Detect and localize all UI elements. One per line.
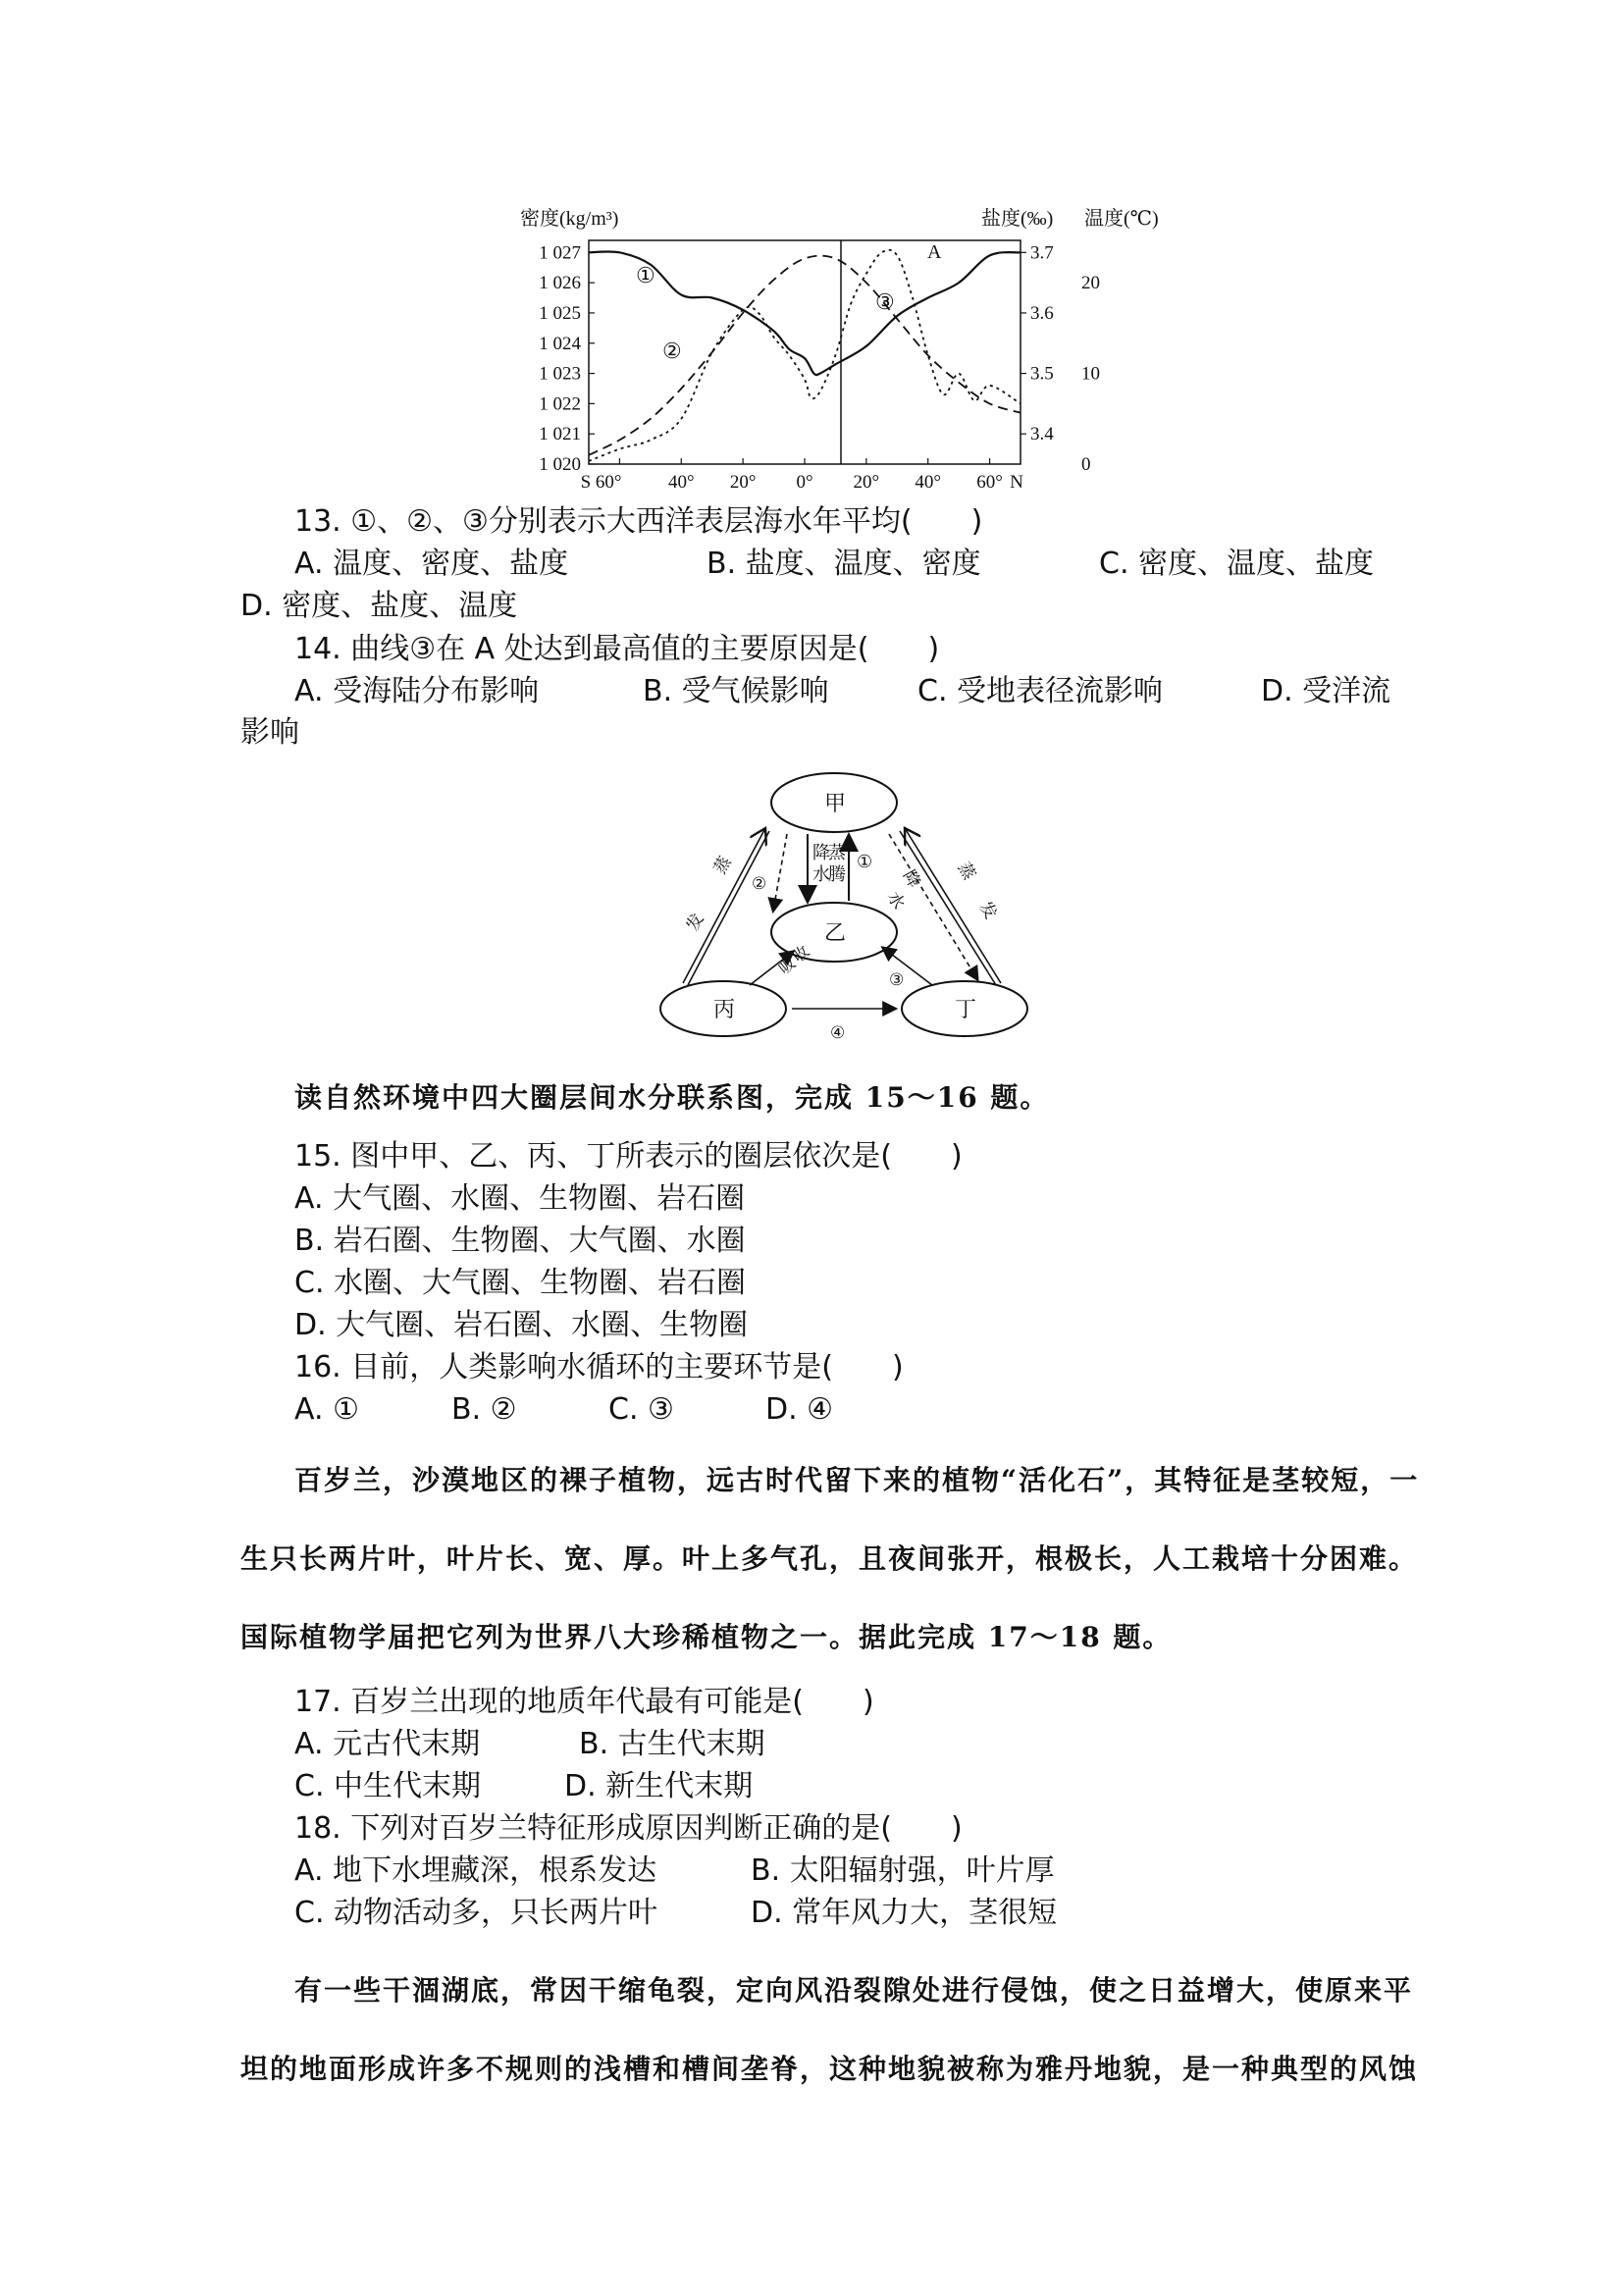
q14-option-a[interactable]: A. 受海陆分布影响: [294, 674, 540, 708]
q17-option-a[interactable]: A. 元古代末期: [294, 1727, 481, 1761]
temperature-tick-label: 20: [1081, 273, 1100, 294]
q17-option-c[interactable]: C. 中生代末期: [294, 1769, 482, 1803]
atlantic-surface-chart: [510, 201, 1178, 496]
x-tick-label: 0°: [796, 472, 813, 493]
q14-option-c[interactable]: C. 受地表径流影响: [917, 674, 1164, 708]
circled-4: ④: [830, 1023, 846, 1040]
x-tick-label: 40°: [667, 472, 695, 493]
left-tick-label: 1 024: [539, 333, 581, 354]
water-cycle-diagram: [648, 765, 1040, 1040]
q13-option-d[interactable]: D. 密度、盐度、温度: [240, 589, 518, 623]
q17-option-d[interactable]: D. 新生代末期: [564, 1769, 754, 1803]
q17-stem: 17. 百岁兰出现的地质年代最有可能是( ): [294, 1685, 874, 1719]
q16-stem: 16. 目前，人类影响水循环的主要环节是( ): [294, 1350, 904, 1384]
lower-left-char-2: 收: [790, 943, 813, 966]
circled-3: ③: [889, 970, 905, 989]
circled-1: ①: [857, 852, 873, 871]
right-outer-char-2: 发: [975, 898, 1001, 922]
node-ding: 丁: [955, 997, 977, 1021]
q13-option-c[interactable]: C. 密度、温度、盐度: [1099, 547, 1375, 581]
left-tick-label: 1 026: [539, 273, 581, 294]
node-yi: 乙: [824, 920, 847, 945]
lower-left-char-1: 吸: [776, 955, 800, 978]
q14-option-b[interactable]: B. 受气候影响: [643, 674, 829, 708]
para17-line1: 百岁兰，沙漠地区的裸子植物，远古时代留下来的植物“活化石”，其特征是茎较短，一: [294, 1464, 1420, 1496]
temperature-axis-label: 温度(℃): [1084, 208, 1159, 230]
q18-option-b[interactable]: B. 太阳辐射强，叶片厚: [751, 1853, 1055, 1888]
mid-left-char-2: 水: [812, 864, 830, 884]
q15-option-b[interactable]: B. 岩石圈、生物圈、大气圈、水圈: [294, 1224, 746, 1258]
node-bing: 丙: [713, 997, 736, 1021]
x-tick-label: 60°: [976, 472, 1003, 493]
right-inner-char-1: 降: [899, 866, 924, 891]
q14-stem: 14. 曲线③在 A 处达到最高值的主要原因是( ): [294, 632, 940, 666]
left-tick-label: 1 022: [539, 393, 581, 415]
series-label-3: ③: [875, 289, 895, 314]
q13-stem: 13. ①、②、③分别表示大西洋表层海水年平均( ): [294, 504, 983, 539]
salinity-tick-label: 3.4: [1030, 424, 1054, 445]
mid-right-char-1: 蒸: [828, 843, 846, 862]
x-tick-label: 20°: [853, 472, 880, 493]
series-label-1: ①: [636, 263, 655, 287]
q18-stem: 18. 下列对百岁兰特征形成原因判断正确的是( ): [294, 1811, 963, 1846]
salinity-tick-label: 3.5: [1030, 363, 1054, 385]
left-evap-arrow-a: [683, 828, 765, 983]
left-dashed-arrow: [773, 834, 787, 911]
left-tick-label: 1 025: [539, 302, 581, 324]
temperature-tick-label: 0: [1081, 454, 1091, 475]
q16-option-d[interactable]: D. ④: [765, 1392, 834, 1427]
salinity-tick-label: 3.6: [1030, 302, 1054, 324]
left-tick-label: 1 021: [539, 424, 581, 445]
q16-option-a[interactable]: A. ①: [294, 1392, 359, 1427]
q16-option-c[interactable]: C. ③: [608, 1392, 674, 1427]
q18-option-c[interactable]: C. 动物活动多，只长两片叶: [294, 1896, 658, 1930]
q17-option-b[interactable]: B. 古生代末期: [579, 1727, 765, 1761]
q18-option-d[interactable]: D. 常年风力大，茎很短: [751, 1896, 1058, 1930]
left-tick-label: 1 027: [539, 242, 581, 264]
x-tick-label: 40°: [915, 472, 942, 493]
node-jia: 甲: [824, 791, 847, 815]
x-tick-label: N: [1010, 472, 1023, 493]
salinity-tick-label: 3.7: [1030, 242, 1054, 264]
q18-option-a[interactable]: A. 地下水埋藏深，根系发达: [294, 1853, 657, 1888]
q15-option-a[interactable]: A. 大气圈、水圈、生物圈、岩石圈: [294, 1181, 746, 1216]
q14-option-d-cont: 影响: [240, 715, 299, 750]
para17-line3: 国际植物学届把它列为世界八大珍稀植物之一。据此完成 17～18 题。: [240, 1621, 1173, 1653]
circled-2: ②: [752, 874, 767, 893]
q16-option-b[interactable]: B. ②: [451, 1392, 517, 1427]
temperature-tick-label: 10: [1081, 363, 1100, 385]
mid-right-char-2: 腾: [828, 864, 846, 884]
annotation-A: A: [927, 241, 942, 263]
left-tick-label: 1 020: [539, 454, 581, 475]
left-outer-char-1: 蒸: [709, 853, 735, 877]
right-inner-char-2: 水: [883, 888, 909, 913]
intro-15-16: 读自然环境中四大圈层间水分联系图，完成 15～16 题。: [294, 1081, 1050, 1114]
salinity-axis-label: 盐度(‰): [981, 208, 1054, 230]
q15-option-d[interactable]: D. 大气圈、岩石圈、水圈、生物圈: [294, 1308, 749, 1342]
q15-stem: 15. 图中甲、乙、丙、丁所表示的圈层依次是( ): [294, 1139, 963, 1174]
right-dashed-arrow: [889, 834, 977, 979]
x-tick-label: S 60°: [580, 472, 622, 493]
para19-line1: 有一些干涸湖底，常因干缩龟裂，定向风沿裂隙处进行侵蚀，使之日益增大，使原来平: [294, 1974, 1414, 2007]
para19-line2: 坦的地面形成许多不规则的浅槽和槽间垄脊，这种地貌被称为雅丹地貌，是一种典型的风蚀: [240, 2053, 1419, 2085]
left-outer-char-2: 发: [682, 910, 707, 934]
q15-option-c[interactable]: C. 水圈、大气圈、生物圈、岩石圈: [294, 1266, 747, 1300]
left-tick-label: 1 023: [539, 363, 581, 385]
q13-option-a[interactable]: A. 温度、密度、盐度: [294, 547, 569, 581]
para17-line2: 生只长两片叶，叶片长、宽、厚。叶上多气孔，且夜间张开，根极长，人工栽培十分困难。: [240, 1542, 1419, 1575]
q14-option-d[interactable]: D. 受洋流: [1261, 674, 1391, 708]
left-axis-label: 密度(kg/m³): [520, 208, 619, 230]
right-outer-char-1: 蒸: [954, 859, 979, 883]
mid-left-char-1: 降: [812, 843, 830, 862]
x-tick-label: 20°: [729, 472, 757, 493]
q13-option-b[interactable]: B. 盐度、温度、密度: [707, 547, 981, 581]
series-label-2: ②: [662, 339, 682, 363]
